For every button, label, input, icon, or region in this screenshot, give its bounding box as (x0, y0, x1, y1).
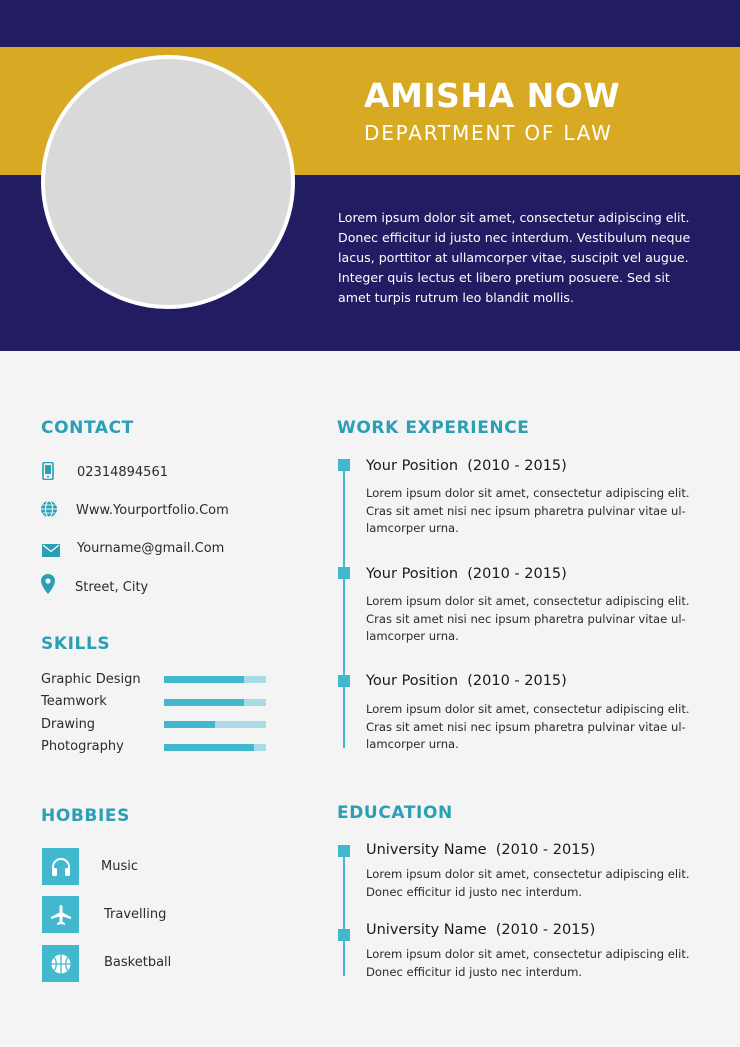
phone-icon (39, 462, 57, 480)
skills-heading: SKILLS (41, 634, 111, 654)
headphones-icon (42, 848, 79, 885)
skill-bar-fill (164, 676, 244, 683)
globe-icon (40, 500, 58, 518)
basketball-icon (42, 945, 79, 982)
education-title-row (366, 842, 595, 858)
work-experience-heading: WORK EXPERIENCE (337, 418, 530, 438)
job-title-row (366, 566, 567, 582)
job-title-row (366, 458, 567, 474)
job-position: Your Position (366, 566, 459, 582)
skill-label: Teamwork (41, 694, 107, 709)
education-heading: EDUCATION (337, 803, 453, 823)
job-position: Your Position (366, 673, 459, 689)
school-years: (2010 - 2015) (495, 842, 596, 858)
skill-bar-track (164, 744, 266, 751)
hobbies-heading: HOBBIES (41, 806, 130, 826)
education-title-row (366, 922, 595, 938)
job-years: (2010 - 2015) (467, 566, 567, 582)
education-description: Lorem ipsum dolor sit amet, consectetur adipiscing elit. Donec efficitur id justo nec interdum. (366, 947, 690, 979)
profile-photo-placeholder (41, 55, 295, 309)
skill-bar-fill (164, 699, 244, 706)
profile-name: AMISHA NOW (364, 76, 621, 115)
hobby-label: Travelling (104, 907, 167, 922)
timeline-marker (338, 675, 350, 687)
timeline-marker (338, 845, 350, 857)
contact-phone: 02314894561 (77, 465, 168, 480)
skill-bar-track (164, 699, 266, 706)
education-description: Lorem ipsum dolor sit amet, consectetur adipiscing elit. Donec efficitur id justo nec interdum. (366, 867, 690, 899)
timeline-marker (338, 567, 350, 579)
skill-bar-track (164, 676, 266, 683)
job-description: Lorem ipsum dolor sit amet, consectetur adipiscing elit. Cras sit amet nisi nec ipsum pharetra pulvinar vitae ul-lamcorper urna. (366, 486, 690, 535)
skill-bar-fill (164, 721, 215, 728)
contact-address: Street, City (75, 580, 149, 595)
job-years: (2010 - 2015) (467, 458, 567, 474)
hobby-label: Basketball (104, 955, 172, 970)
job-description: Lorem ipsum dolor sit amet, consectetur adipiscing elit. Cras sit amet nisi nec ipsum pharetra pulvinar vitae ul-lamcorper urna. (366, 702, 690, 751)
skill-bar-fill (164, 744, 254, 751)
skill-label: Graphic Design (41, 672, 141, 687)
profile-summary: Lorem ipsum dolor sit amet, consectetur adipiscing elit. Donec efficitur id justo nec interdum. Vestibulum neque lacus, porttitor at ullamcorper vitae, suscipit vel augue. Integer quis lectus et libero pretium posuere. Sed sit amet turpis rutrum leo blandit mollis. (338, 210, 691, 305)
contact-heading: CONTACT (41, 418, 134, 438)
timeline-marker (338, 459, 350, 471)
school-name: University Name (366, 842, 487, 858)
job-position: Your Position (366, 458, 459, 474)
timeline-marker (338, 929, 350, 941)
airplane-icon (42, 896, 79, 933)
job-title-row (366, 673, 567, 689)
skill-label: Photography (41, 739, 124, 754)
contact-website: Www.Yourportfolio.Com (76, 503, 229, 518)
skill-bar-track (164, 721, 266, 728)
hobby-label: Music (101, 859, 138, 874)
skill-label: Drawing (41, 717, 96, 732)
school-years: (2010 - 2015) (495, 922, 596, 938)
education-timeline-line (343, 846, 345, 976)
job-years: (2010 - 2015) (467, 673, 567, 689)
envelope-icon (42, 541, 60, 559)
profile-department: DEPARTMENT OF LAW (364, 121, 613, 145)
school-name: University Name (366, 922, 487, 938)
map-pin-icon (39, 575, 57, 593)
work-timeline-line (343, 462, 345, 748)
job-description: Lorem ipsum dolor sit amet, consectetur adipiscing elit. Cras sit amet nisi nec ipsum pharetra pulvinar vitae ul-lamcorper urna. (366, 594, 690, 643)
contact-email: Yourname@gmail.Com (77, 541, 225, 556)
header-top-band (0, 0, 740, 47)
